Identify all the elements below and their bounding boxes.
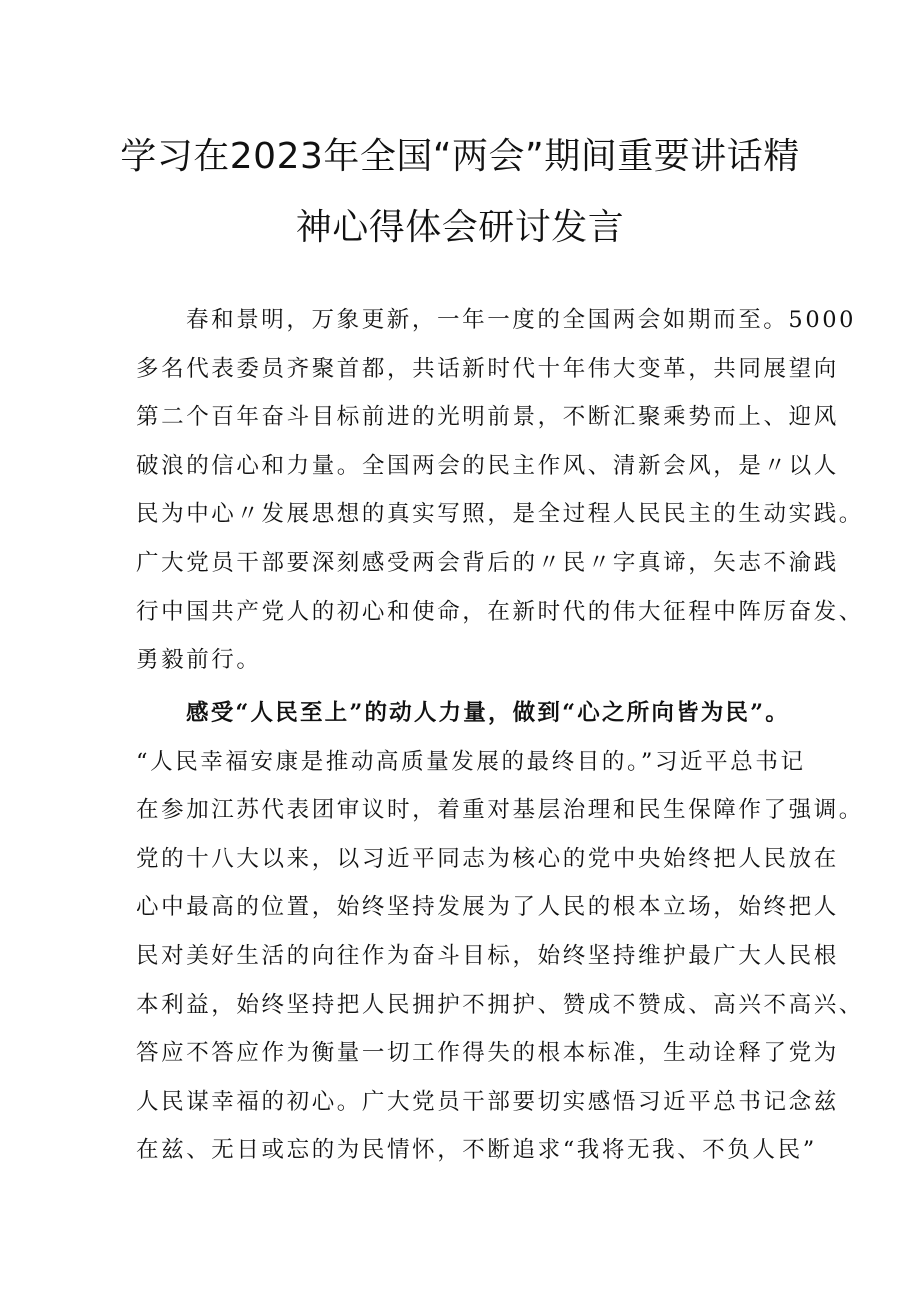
document-title-line-2: 神心得体会研讨发言 [295, 207, 625, 248]
paragraph-intro [136, 296, 864, 685]
text-line: 行中国共产党人的初心和使命，在新时代的伟大征程中阵厉奋发、 [136, 598, 864, 625]
text-line: 本利益，始终坚持把人民拥护不拥护、赞成不赞成、高兴不高兴、 [136, 991, 864, 1018]
text-line: 第二个百年奋斗目标前进的光明前景，不断汇聚乘势而上、迎风 [136, 404, 839, 431]
section-heading: 感受“人民至上”的动人力量，做到“心之所向皆为民”。 [186, 700, 790, 726]
document-title-line-1: 学习在2023年全国“两会”期间重要讲话精 [120, 136, 800, 177]
text-line: “人民幸福安康是推动高质量发展的最终目的。”习近平总书记 [136, 748, 806, 775]
text-line: 春和景明，万象更新，一年一度的全国两会如期而至。5000 [186, 307, 857, 333]
text-line: 多名代表委员齐聚首都，共话新时代十年伟大变革，共同展望向 [136, 355, 839, 382]
text-line: 民为中心〃发展思想的真实写照，是全过程人民民主的生动实践。 [136, 501, 864, 528]
text-line: 党的十八大以来，以习近平同志为核心的党中央始终把人民放在 [136, 845, 839, 872]
text-line: 在参加江苏代表团审议时，着重对基层治理和民生保障作了强调。 [136, 797, 864, 824]
text-line: 心中最高的位置，始终坚持发展为了人民的根本立场，始终把人 [136, 894, 839, 921]
text-line: 勇毅前行。 [136, 647, 262, 674]
paragraph-people-first [136, 689, 864, 1175]
text-line: 破浪的信心和力量。全国两会的民主作风、清新会风，是〃以人 [136, 452, 839, 479]
text-line: 答应不答应作为衡量一切工作得失的根本标准，生动诠释了党为 [136, 1040, 839, 1067]
text-line: 人民谋幸福的初心。广大党员干部要切实感悟习近平总书记念兹 [136, 1088, 839, 1115]
text-line: 在兹、无日或忘的为民情怀，不断追求“我将无我、不负人民” [136, 1137, 817, 1164]
text-line: 广大党员干部要深刻感受两会背后的〃民〃字真谛，矢志不渝践 [136, 549, 839, 576]
text-line: 民对美好生活的向往作为奋斗目标，始终坚持维护最广大人民根 [136, 942, 839, 969]
